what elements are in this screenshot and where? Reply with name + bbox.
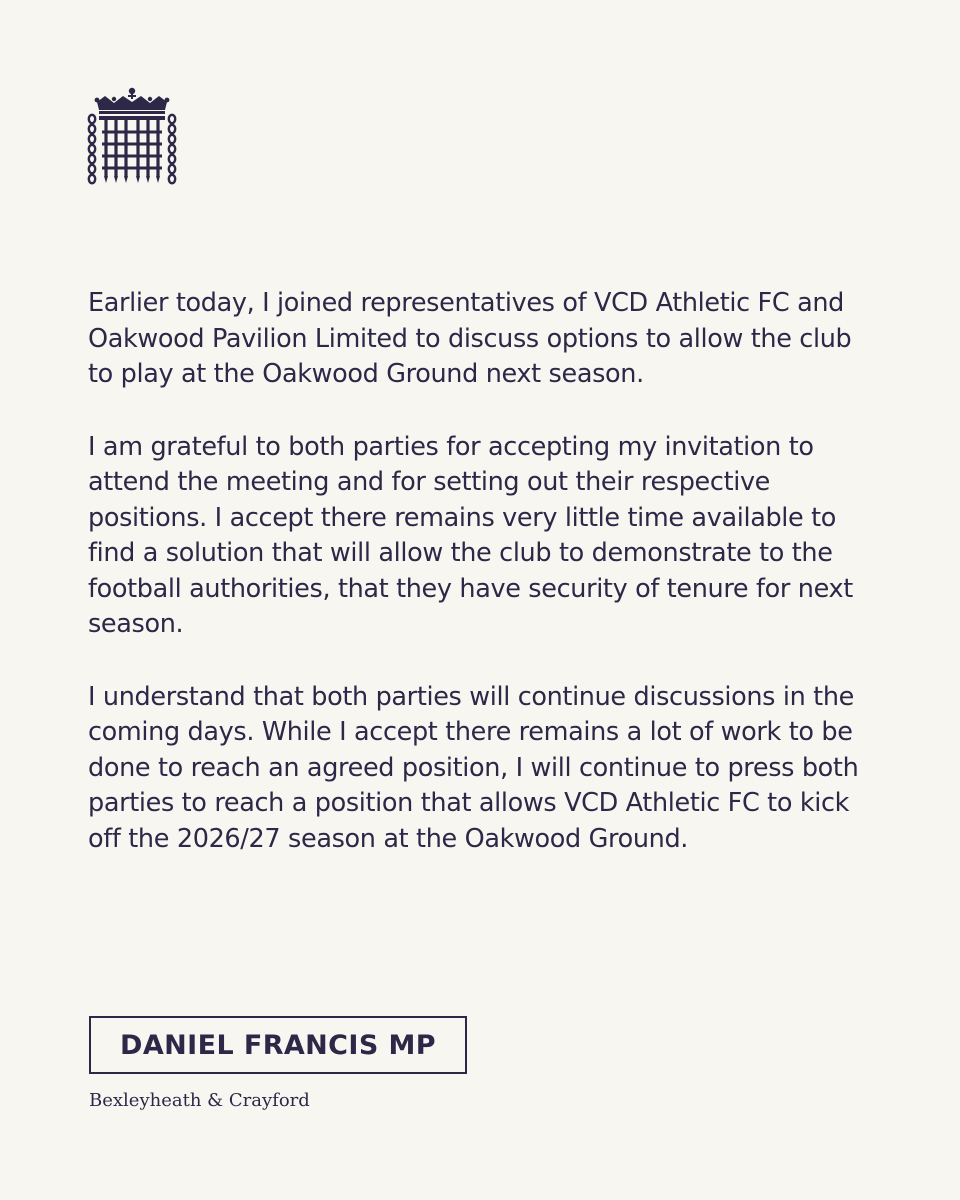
statement-body [88,286,878,894]
constituency-label: Bexleyheath & Crayford [89,1090,310,1111]
statement-paragraph-2: I am grateful to both parties for accepting my invitation to attend the meeting and for setting out their respective positions. I accept there remains very little time available to find a solution that will allow the club to demonstrate to the football authorities, that they have security of tenure for next season. [88,431,853,639]
statement-paragraph-1: Earlier today, I joined representatives of VCD Athletic FC and Oakwood Pavilion Limited to discuss options to allow the club to play at the Oakwood Ground next season. [88,288,852,389]
signature-name: DANIEL FRANCIS MP [120,1029,436,1061]
portcullis-logo-icon [87,86,177,190]
statement-paragraph-3: I understand that both parties will continue discussions in the coming days. While I accept there remains a lot of work to be done to reach an agreed position, I will continue to press both parties to reach a position that allows VCD Athletic FC to kick off the 2026/27 season at the Oakwood Ground. [88,681,859,854]
crown-icon [95,88,170,114]
signature-name-box [89,1016,467,1074]
